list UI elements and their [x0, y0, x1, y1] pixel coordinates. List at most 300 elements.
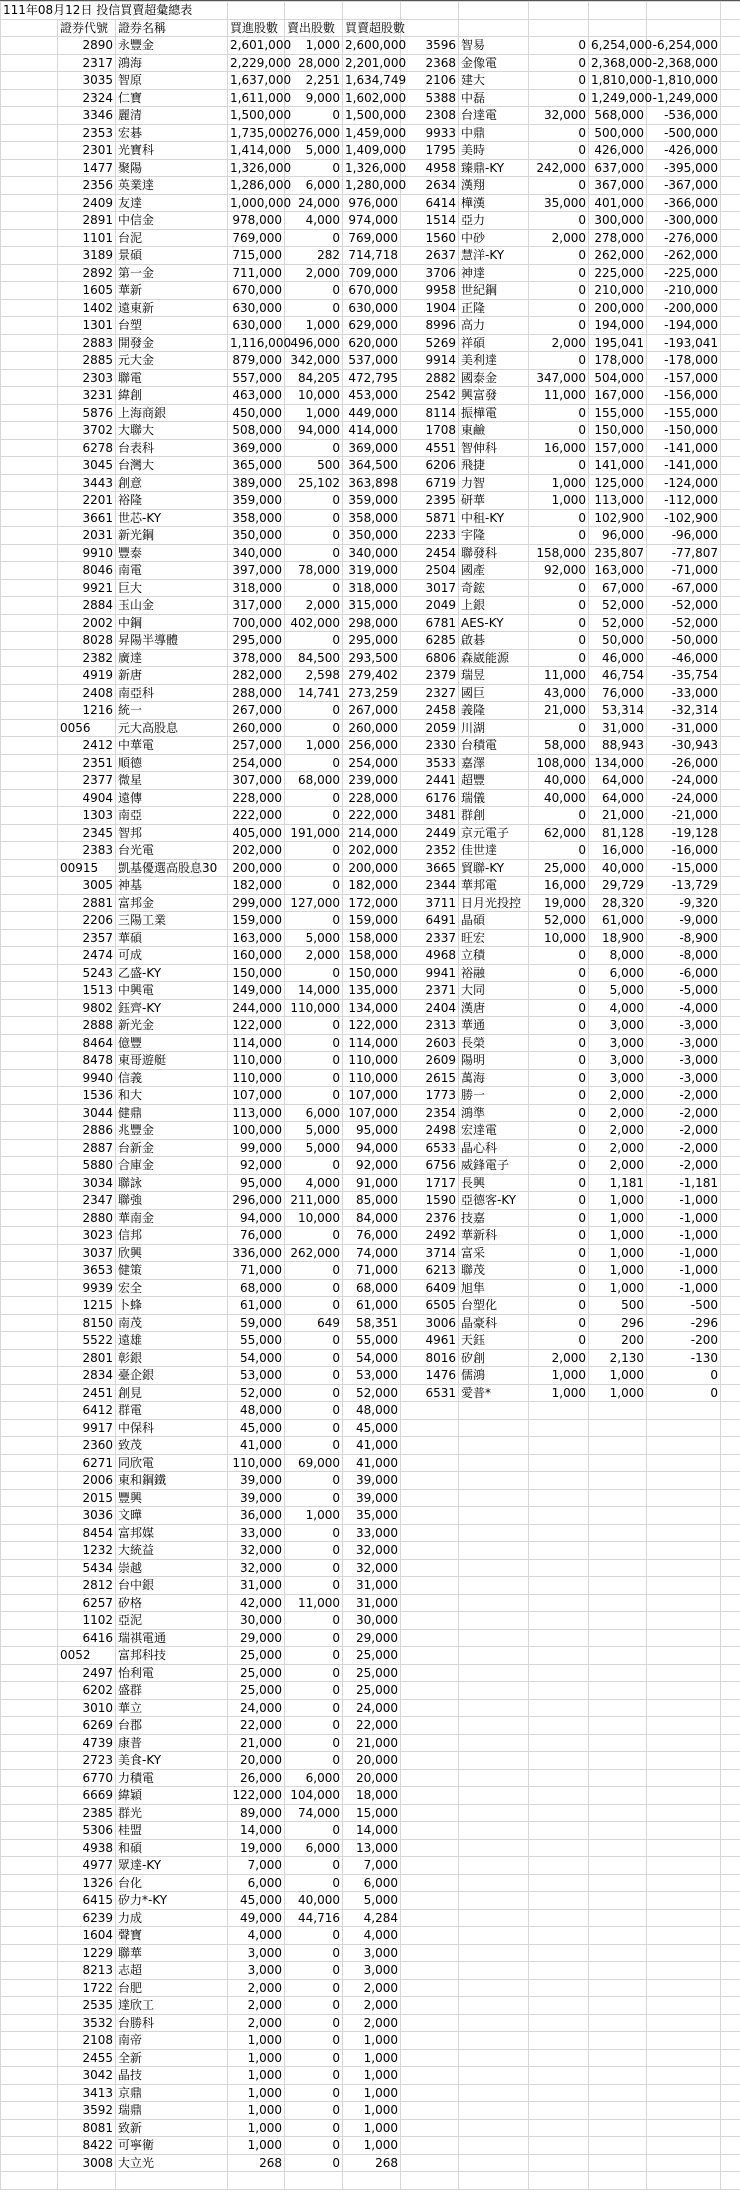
cell[interactable]	[647, 1507, 721, 1525]
cell[interactable]	[1, 2102, 58, 2120]
right-net-cell[interactable]: -2,000	[647, 1104, 721, 1122]
right-code-cell[interactable]: 2313	[401, 1017, 459, 1035]
right-code-cell[interactable]: 3481	[401, 807, 459, 825]
left-buy-cell[interactable]: 39,000	[228, 1472, 285, 1490]
cell[interactable]	[721, 1139, 740, 1157]
left-sell-cell[interactable]: 2,598	[285, 667, 343, 685]
cell[interactable]	[721, 2119, 740, 2137]
left-buy-cell[interactable]: 163,000	[228, 929, 285, 947]
cell[interactable]	[721, 1507, 740, 1525]
left-sell-cell[interactable]: 68,000	[285, 772, 343, 790]
cell[interactable]	[529, 2049, 589, 2067]
cell[interactable]	[721, 317, 740, 335]
left-buy-cell[interactable]: 202,000	[228, 842, 285, 860]
right-buy-cell[interactable]: 2,000	[529, 1349, 589, 1367]
cell[interactable]	[459, 2172, 529, 2190]
cell[interactable]	[343, 2, 401, 20]
left-net-cell[interactable]: 41,000	[343, 1454, 401, 1472]
left-buy-cell[interactable]: 1,326,000	[228, 159, 285, 177]
left-net-cell[interactable]: 30,000	[343, 1612, 401, 1630]
left-net-cell[interactable]: 340,000	[343, 544, 401, 562]
left-sell-cell[interactable]: 1,000	[285, 1507, 343, 1525]
left-buy-cell[interactable]: 2,229,000	[228, 54, 285, 72]
cell[interactable]	[1, 649, 58, 667]
right-buy-cell[interactable]: 0	[529, 1069, 589, 1087]
left-net-cell[interactable]: 254,000	[343, 754, 401, 772]
left-net-cell[interactable]: 3,000	[343, 1962, 401, 1980]
left-name-cell[interactable]: 聯詠	[116, 1174, 228, 1192]
right-name-cell[interactable]: 立積	[459, 947, 529, 965]
right-code-cell[interactable]: 6505	[401, 1297, 459, 1315]
left-code-cell[interactable]: 3008	[58, 2154, 116, 2172]
left-buy-cell[interactable]: 978,000	[228, 212, 285, 230]
left-name-cell[interactable]: 和碩	[116, 1839, 228, 1857]
cell[interactable]	[1, 1909, 58, 1927]
left-sell-cell[interactable]: 0	[285, 2154, 343, 2172]
right-name-cell[interactable]: 中磊	[459, 89, 529, 107]
left-code-cell[interactable]: 3034	[58, 1174, 116, 1192]
right-code-cell[interactable]: 3706	[401, 264, 459, 282]
left-sell-cell[interactable]: 0	[285, 2084, 343, 2102]
left-net-cell[interactable]: 95,000	[343, 1122, 401, 1140]
left-buy-cell[interactable]: 1,000	[228, 2119, 285, 2137]
left-code-cell[interactable]: 4938	[58, 1839, 116, 1857]
left-name-cell[interactable]: 豐興	[116, 1489, 228, 1507]
right-net-cell[interactable]: -1,810,000	[647, 72, 721, 90]
cell[interactable]	[401, 1962, 459, 1980]
right-net-cell[interactable]: -141,000	[647, 439, 721, 457]
cell[interactable]	[529, 2154, 589, 2172]
right-code-cell[interactable]: 3711	[401, 894, 459, 912]
left-code-cell[interactable]: 8028	[58, 632, 116, 650]
right-sell-cell[interactable]: 278,000	[589, 229, 647, 247]
left-name-cell[interactable]: 神基	[116, 877, 228, 895]
left-code-cell[interactable]: 8464	[58, 1034, 116, 1052]
cell[interactable]	[589, 1454, 647, 1472]
right-buy-cell[interactable]: 0	[529, 1314, 589, 1332]
left-sell-cell[interactable]: 0	[285, 1034, 343, 1052]
left-code-cell[interactable]: 00915	[58, 859, 116, 877]
right-buy-cell[interactable]: 0	[529, 1052, 589, 1070]
left-buy-cell[interactable]: 1,116,000	[228, 334, 285, 352]
left-buy-cell[interactable]: 463,000	[228, 387, 285, 405]
cell[interactable]	[1, 369, 58, 387]
right-code-cell[interactable]: 2376	[401, 1209, 459, 1227]
cell[interactable]	[589, 2049, 647, 2067]
right-name-cell[interactable]: 樺漢	[459, 194, 529, 212]
right-code-cell[interactable]: 5871	[401, 509, 459, 527]
cell[interactable]	[401, 1577, 459, 1595]
left-sell-cell[interactable]: 0	[285, 702, 343, 720]
right-net-cell[interactable]: -262,000	[647, 247, 721, 265]
right-name-cell[interactable]: 佳世達	[459, 842, 529, 860]
right-name-cell[interactable]: 飛捷	[459, 457, 529, 475]
left-name-cell[interactable]: 彰銀	[116, 1349, 228, 1367]
left-buy-cell[interactable]: 107,000	[228, 1087, 285, 1105]
right-sell-cell[interactable]: 155,000	[589, 404, 647, 422]
left-name-cell[interactable]: 聯強	[116, 1192, 228, 1210]
cell[interactable]	[1, 72, 58, 90]
cell[interactable]	[1, 1682, 58, 1700]
cell[interactable]	[721, 2014, 740, 2032]
left-sell-cell[interactable]: 0	[285, 159, 343, 177]
cell[interactable]	[1, 492, 58, 510]
cell[interactable]	[529, 1629, 589, 1647]
cell[interactable]	[228, 2172, 285, 2190]
left-name-cell[interactable]: 中信金	[116, 212, 228, 230]
left-net-cell[interactable]: 32,000	[343, 1559, 401, 1577]
left-sell-cell[interactable]: 0	[285, 1384, 343, 1402]
left-name-cell[interactable]: 欣興	[116, 1244, 228, 1262]
cell[interactable]	[721, 1909, 740, 1927]
left-code-cell[interactable]: 6669	[58, 1787, 116, 1805]
cell[interactable]	[721, 964, 740, 982]
right-name-cell[interactable]: 力智	[459, 474, 529, 492]
left-sell-cell[interactable]: 262,000	[285, 1244, 343, 1262]
left-code-cell[interactable]: 1301	[58, 317, 116, 335]
cell[interactable]	[721, 859, 740, 877]
right-sell-cell[interactable]: 157,000	[589, 439, 647, 457]
cell[interactable]	[529, 2032, 589, 2050]
left-code-cell[interactable]: 1215	[58, 1297, 116, 1315]
cell[interactable]	[647, 1437, 721, 1455]
left-sell-cell[interactable]: 0	[285, 2102, 343, 2120]
left-code-cell[interactable]: 3010	[58, 1699, 116, 1717]
right-sell-cell[interactable]: 5,000	[589, 982, 647, 1000]
left-buy-cell[interactable]: 76,000	[228, 1227, 285, 1245]
cell[interactable]	[401, 1664, 459, 1682]
right-buy-cell[interactable]: 25,000	[529, 859, 589, 877]
left-code-cell[interactable]: 2881	[58, 894, 116, 912]
left-sell-cell[interactable]: 0	[285, 2137, 343, 2155]
left-name-cell[interactable]: 致新	[116, 2119, 228, 2137]
right-name-cell[interactable]: 華邦電	[459, 877, 529, 895]
cell[interactable]	[401, 1437, 459, 1455]
left-name-cell[interactable]: 桂盟	[116, 1822, 228, 1840]
left-sell-cell[interactable]: 0	[285, 1577, 343, 1595]
left-net-cell[interactable]: 298,000	[343, 614, 401, 632]
left-code-cell[interactable]: 5522	[58, 1332, 116, 1350]
right-code-cell[interactable]: 8114	[401, 404, 459, 422]
left-name-cell[interactable]: 台中銀	[116, 1577, 228, 1595]
cell[interactable]	[647, 1664, 721, 1682]
left-sell-cell[interactable]: 0	[285, 842, 343, 860]
left-buy-cell[interactable]: 159,000	[228, 912, 285, 930]
left-net-cell[interactable]: 537,000	[343, 352, 401, 370]
left-buy-cell[interactable]: 267,000	[228, 702, 285, 720]
right-code-cell[interactable]: 2368	[401, 54, 459, 72]
cell[interactable]	[459, 1944, 529, 1962]
left-sell-cell[interactable]: 0	[285, 1332, 343, 1350]
cell[interactable]	[529, 1472, 589, 1490]
right-buy-cell[interactable]: 347,000	[529, 369, 589, 387]
left-buy-cell[interactable]: 33,000	[228, 1524, 285, 1542]
cell[interactable]	[1, 439, 58, 457]
cell[interactable]	[1, 194, 58, 212]
cell[interactable]	[647, 1612, 721, 1630]
right-name-cell[interactable]: 嘉澤	[459, 754, 529, 772]
cell[interactable]	[459, 2084, 529, 2102]
left-code-cell[interactable]: 2201	[58, 492, 116, 510]
cell[interactable]	[721, 1769, 740, 1787]
left-net-cell[interactable]: 1,000	[343, 2102, 401, 2120]
right-net-cell[interactable]: -52,000	[647, 614, 721, 632]
left-name-cell[interactable]: 聯電	[116, 369, 228, 387]
left-buy-cell[interactable]: 113,000	[228, 1104, 285, 1122]
left-name-cell[interactable]: 中保科	[116, 1419, 228, 1437]
right-sell-cell[interactable]: 500	[589, 1297, 647, 1315]
right-name-cell[interactable]: AES-KY	[459, 614, 529, 632]
left-buy-cell[interactable]: 122,000	[228, 1017, 285, 1035]
left-sell-cell[interactable]: 0	[285, 1944, 343, 1962]
left-code-cell[interactable]: 2347	[58, 1192, 116, 1210]
cell[interactable]	[1, 1017, 58, 1035]
right-net-cell[interactable]: -296	[647, 1314, 721, 1332]
left-buy-cell[interactable]: 4,000	[228, 1927, 285, 1945]
left-code-cell[interactable]: 2886	[58, 1122, 116, 1140]
right-net-cell[interactable]: -1,000	[647, 1262, 721, 1280]
left-code-cell[interactable]: 2891	[58, 212, 116, 230]
right-net-cell[interactable]: -71,000	[647, 562, 721, 580]
cell[interactable]	[459, 1717, 529, 1735]
right-net-cell[interactable]: -1,000	[647, 1192, 721, 1210]
left-code-cell[interactable]: 2108	[58, 2032, 116, 2050]
left-net-cell[interactable]: 61,000	[343, 1297, 401, 1315]
left-code-cell[interactable]: 1303	[58, 807, 116, 825]
left-buy-cell[interactable]: 39,000	[228, 1489, 285, 1507]
cell[interactable]	[721, 1087, 740, 1105]
left-net-cell[interactable]: 1,500,000	[343, 107, 401, 125]
left-code-cell[interactable]: 5306	[58, 1822, 116, 1840]
left-code-cell[interactable]: 2409	[58, 194, 116, 212]
left-name-cell[interactable]: 景碩	[116, 247, 228, 265]
right-name-cell[interactable]: 森崴能源	[459, 649, 529, 667]
left-net-cell[interactable]: 369,000	[343, 439, 401, 457]
right-sell-cell[interactable]: 46,754	[589, 667, 647, 685]
left-code-cell[interactable]: 2883	[58, 334, 116, 352]
left-sell-cell[interactable]: 649	[285, 1314, 343, 1332]
left-buy-cell[interactable]: 2,000	[228, 2014, 285, 2032]
right-buy-cell[interactable]: 0	[529, 1139, 589, 1157]
cell[interactable]	[721, 492, 740, 510]
left-buy-cell[interactable]: 257,000	[228, 737, 285, 755]
cell[interactable]	[721, 1069, 740, 1087]
left-net-cell[interactable]: 85,000	[343, 1192, 401, 1210]
right-net-cell[interactable]: -9,320	[647, 894, 721, 912]
left-name-cell[interactable]: 英業達	[116, 177, 228, 195]
left-net-cell[interactable]: 20,000	[343, 1769, 401, 1787]
left-buy-cell[interactable]: 769,000	[228, 229, 285, 247]
cell[interactable]	[1, 1104, 58, 1122]
cell[interactable]	[647, 1874, 721, 1892]
cell[interactable]	[1, 1542, 58, 1560]
cell[interactable]	[721, 1839, 740, 1857]
cell[interactable]	[721, 1472, 740, 1490]
right-sell-cell[interactable]: 296	[589, 1314, 647, 1332]
cell[interactable]	[459, 1594, 529, 1612]
left-net-cell[interactable]: 33,000	[343, 1524, 401, 1542]
right-net-cell[interactable]: -1,181	[647, 1174, 721, 1192]
cell[interactable]	[1, 1664, 58, 1682]
left-sell-cell[interactable]: 276,000	[285, 124, 343, 142]
right-name-cell[interactable]: 研華	[459, 492, 529, 510]
cell[interactable]	[589, 2172, 647, 2190]
left-code-cell[interactable]: 1513	[58, 982, 116, 1000]
cell[interactable]	[459, 2137, 529, 2155]
right-sell-cell[interactable]: 125,000	[589, 474, 647, 492]
left-code-cell[interactable]: 1232	[58, 1542, 116, 1560]
cell[interactable]	[721, 1734, 740, 1752]
left-buy-cell[interactable]: 318,000	[228, 579, 285, 597]
left-net-cell[interactable]: 629,000	[343, 317, 401, 335]
left-name-cell[interactable]: 新唐	[116, 667, 228, 685]
left-name-cell[interactable]: 緯穎	[116, 1787, 228, 1805]
right-buy-cell[interactable]: 43,000	[529, 684, 589, 702]
left-buy-cell[interactable]: 200,000	[228, 859, 285, 877]
left-net-cell[interactable]: 182,000	[343, 877, 401, 895]
cell[interactable]	[459, 2102, 529, 2120]
cell[interactable]	[1, 1804, 58, 1822]
left-buy-cell[interactable]: 711,000	[228, 264, 285, 282]
left-name-cell[interactable]: 矽力*-KY	[116, 1892, 228, 1910]
left-net-cell[interactable]: 35,000	[343, 1507, 401, 1525]
left-sell-cell[interactable]: 5,000	[285, 142, 343, 160]
cell[interactable]	[647, 1979, 721, 1997]
right-net-cell[interactable]: -1,000	[647, 1209, 721, 1227]
right-buy-cell[interactable]: 0	[529, 1017, 589, 1035]
cell[interactable]	[459, 1874, 529, 1892]
cell[interactable]	[721, 1174, 740, 1192]
left-net-cell[interactable]: 363,898	[343, 474, 401, 492]
right-buy-cell[interactable]: 0	[529, 177, 589, 195]
cell[interactable]	[1, 597, 58, 615]
left-buy-cell[interactable]: 508,000	[228, 422, 285, 440]
cell[interactable]	[1, 1927, 58, 1945]
left-net-cell[interactable]: 84,000	[343, 1209, 401, 1227]
cell[interactable]	[1, 19, 58, 37]
cell[interactable]	[721, 544, 740, 562]
cell[interactable]	[1, 299, 58, 317]
left-sell-cell[interactable]: 0	[285, 2014, 343, 2032]
left-net-cell[interactable]: 670,000	[343, 282, 401, 300]
right-sell-cell[interactable]: 1,810,000	[589, 72, 647, 90]
cell[interactable]	[647, 1542, 721, 1560]
left-net-cell[interactable]: 3,000	[343, 1944, 401, 1962]
right-code-cell[interactable]: 1773	[401, 1087, 459, 1105]
left-code-cell[interactable]: 3592	[58, 2102, 116, 2120]
right-code-cell[interactable]: 6531	[401, 1384, 459, 1402]
left-buy-cell[interactable]: 450,000	[228, 404, 285, 422]
left-net-cell[interactable]: 359,000	[343, 492, 401, 510]
cell[interactable]	[721, 1367, 740, 1385]
cell[interactable]	[459, 2049, 529, 2067]
cell[interactable]	[721, 264, 740, 282]
cell[interactable]	[285, 2172, 343, 2190]
right-name-cell[interactable]: 漢翔	[459, 177, 529, 195]
right-code-cell[interactable]: 8996	[401, 317, 459, 335]
header-net[interactable]: 買賣超股數	[343, 19, 401, 37]
right-net-cell[interactable]: -1,000	[647, 1227, 721, 1245]
right-code-cell[interactable]: 4968	[401, 947, 459, 965]
left-buy-cell[interactable]: 1,414,000	[228, 142, 285, 160]
left-code-cell[interactable]: 2408	[58, 684, 116, 702]
left-sell-cell[interactable]: 0	[285, 1979, 343, 1997]
right-sell-cell[interactable]: 88,943	[589, 737, 647, 755]
cell[interactable]	[1, 1997, 58, 2015]
cell[interactable]	[721, 1594, 740, 1612]
left-name-cell[interactable]: 瑞祺電通	[116, 1629, 228, 1647]
left-net-cell[interactable]: 769,000	[343, 229, 401, 247]
cell[interactable]	[1, 667, 58, 685]
left-buy-cell[interactable]: 36,000	[228, 1507, 285, 1525]
cell[interactable]	[721, 842, 740, 860]
right-net-cell[interactable]: -15,000	[647, 859, 721, 877]
right-sell-cell[interactable]: 1,000	[589, 1384, 647, 1402]
left-buy-cell[interactable]: 55,000	[228, 1332, 285, 1350]
left-name-cell[interactable]: 統一	[116, 702, 228, 720]
cell[interactable]	[721, 614, 740, 632]
cell[interactable]	[589, 1874, 647, 1892]
cell[interactable]	[1, 1419, 58, 1437]
left-buy-cell[interactable]: 99,000	[228, 1139, 285, 1157]
left-name-cell[interactable]: 台表科	[116, 439, 228, 457]
cell[interactable]	[1, 2014, 58, 2032]
cell[interactable]	[589, 1559, 647, 1577]
left-name-cell[interactable]: 台郡	[116, 1717, 228, 1735]
cell[interactable]	[1, 159, 58, 177]
left-net-cell[interactable]: 319,000	[343, 562, 401, 580]
left-code-cell[interactable]: 2892	[58, 264, 116, 282]
left-sell-cell[interactable]: 4,000	[285, 1174, 343, 1192]
left-buy-cell[interactable]: 307,000	[228, 772, 285, 790]
left-buy-cell[interactable]: 6,000	[228, 1874, 285, 1892]
cell[interactable]	[1, 317, 58, 335]
right-name-cell[interactable]: 萬海	[459, 1069, 529, 1087]
cell[interactable]	[721, 1559, 740, 1577]
right-sell-cell[interactable]: 6,000	[589, 964, 647, 982]
left-code-cell[interactable]: 5876	[58, 404, 116, 422]
cell[interactable]	[721, 667, 740, 685]
cell[interactable]	[647, 1489, 721, 1507]
left-net-cell[interactable]: 1,000	[343, 2067, 401, 2085]
cell[interactable]	[1, 2119, 58, 2137]
cell[interactable]	[401, 1559, 459, 1577]
right-name-cell[interactable]: 晶碩	[459, 912, 529, 930]
cell[interactable]	[1, 964, 58, 982]
right-sell-cell[interactable]: 1,000	[589, 1227, 647, 1245]
left-buy-cell[interactable]: 3,000	[228, 1944, 285, 1962]
cell[interactable]	[589, 1787, 647, 1805]
cell[interactable]	[401, 2, 459, 20]
left-name-cell[interactable]: 台塑	[116, 317, 228, 335]
cell[interactable]	[529, 1752, 589, 1770]
cell[interactable]	[1, 1752, 58, 1770]
left-name-cell[interactable]: 華立	[116, 1699, 228, 1717]
cell[interactable]	[721, 754, 740, 772]
right-net-cell[interactable]: -46,000	[647, 649, 721, 667]
cell[interactable]	[529, 1577, 589, 1595]
cell[interactable]	[647, 1402, 721, 1420]
left-buy-cell[interactable]: 879,000	[228, 352, 285, 370]
cell[interactable]	[529, 1857, 589, 1875]
left-name-cell[interactable]: 世芯-KY	[116, 509, 228, 527]
left-buy-cell[interactable]: 149,000	[228, 982, 285, 1000]
left-buy-cell[interactable]: 295,000	[228, 632, 285, 650]
cell[interactable]	[721, 2137, 740, 2155]
cell[interactable]	[1, 1297, 58, 1315]
left-net-cell[interactable]: 6,000	[343, 1874, 401, 1892]
cell[interactable]	[721, 824, 740, 842]
